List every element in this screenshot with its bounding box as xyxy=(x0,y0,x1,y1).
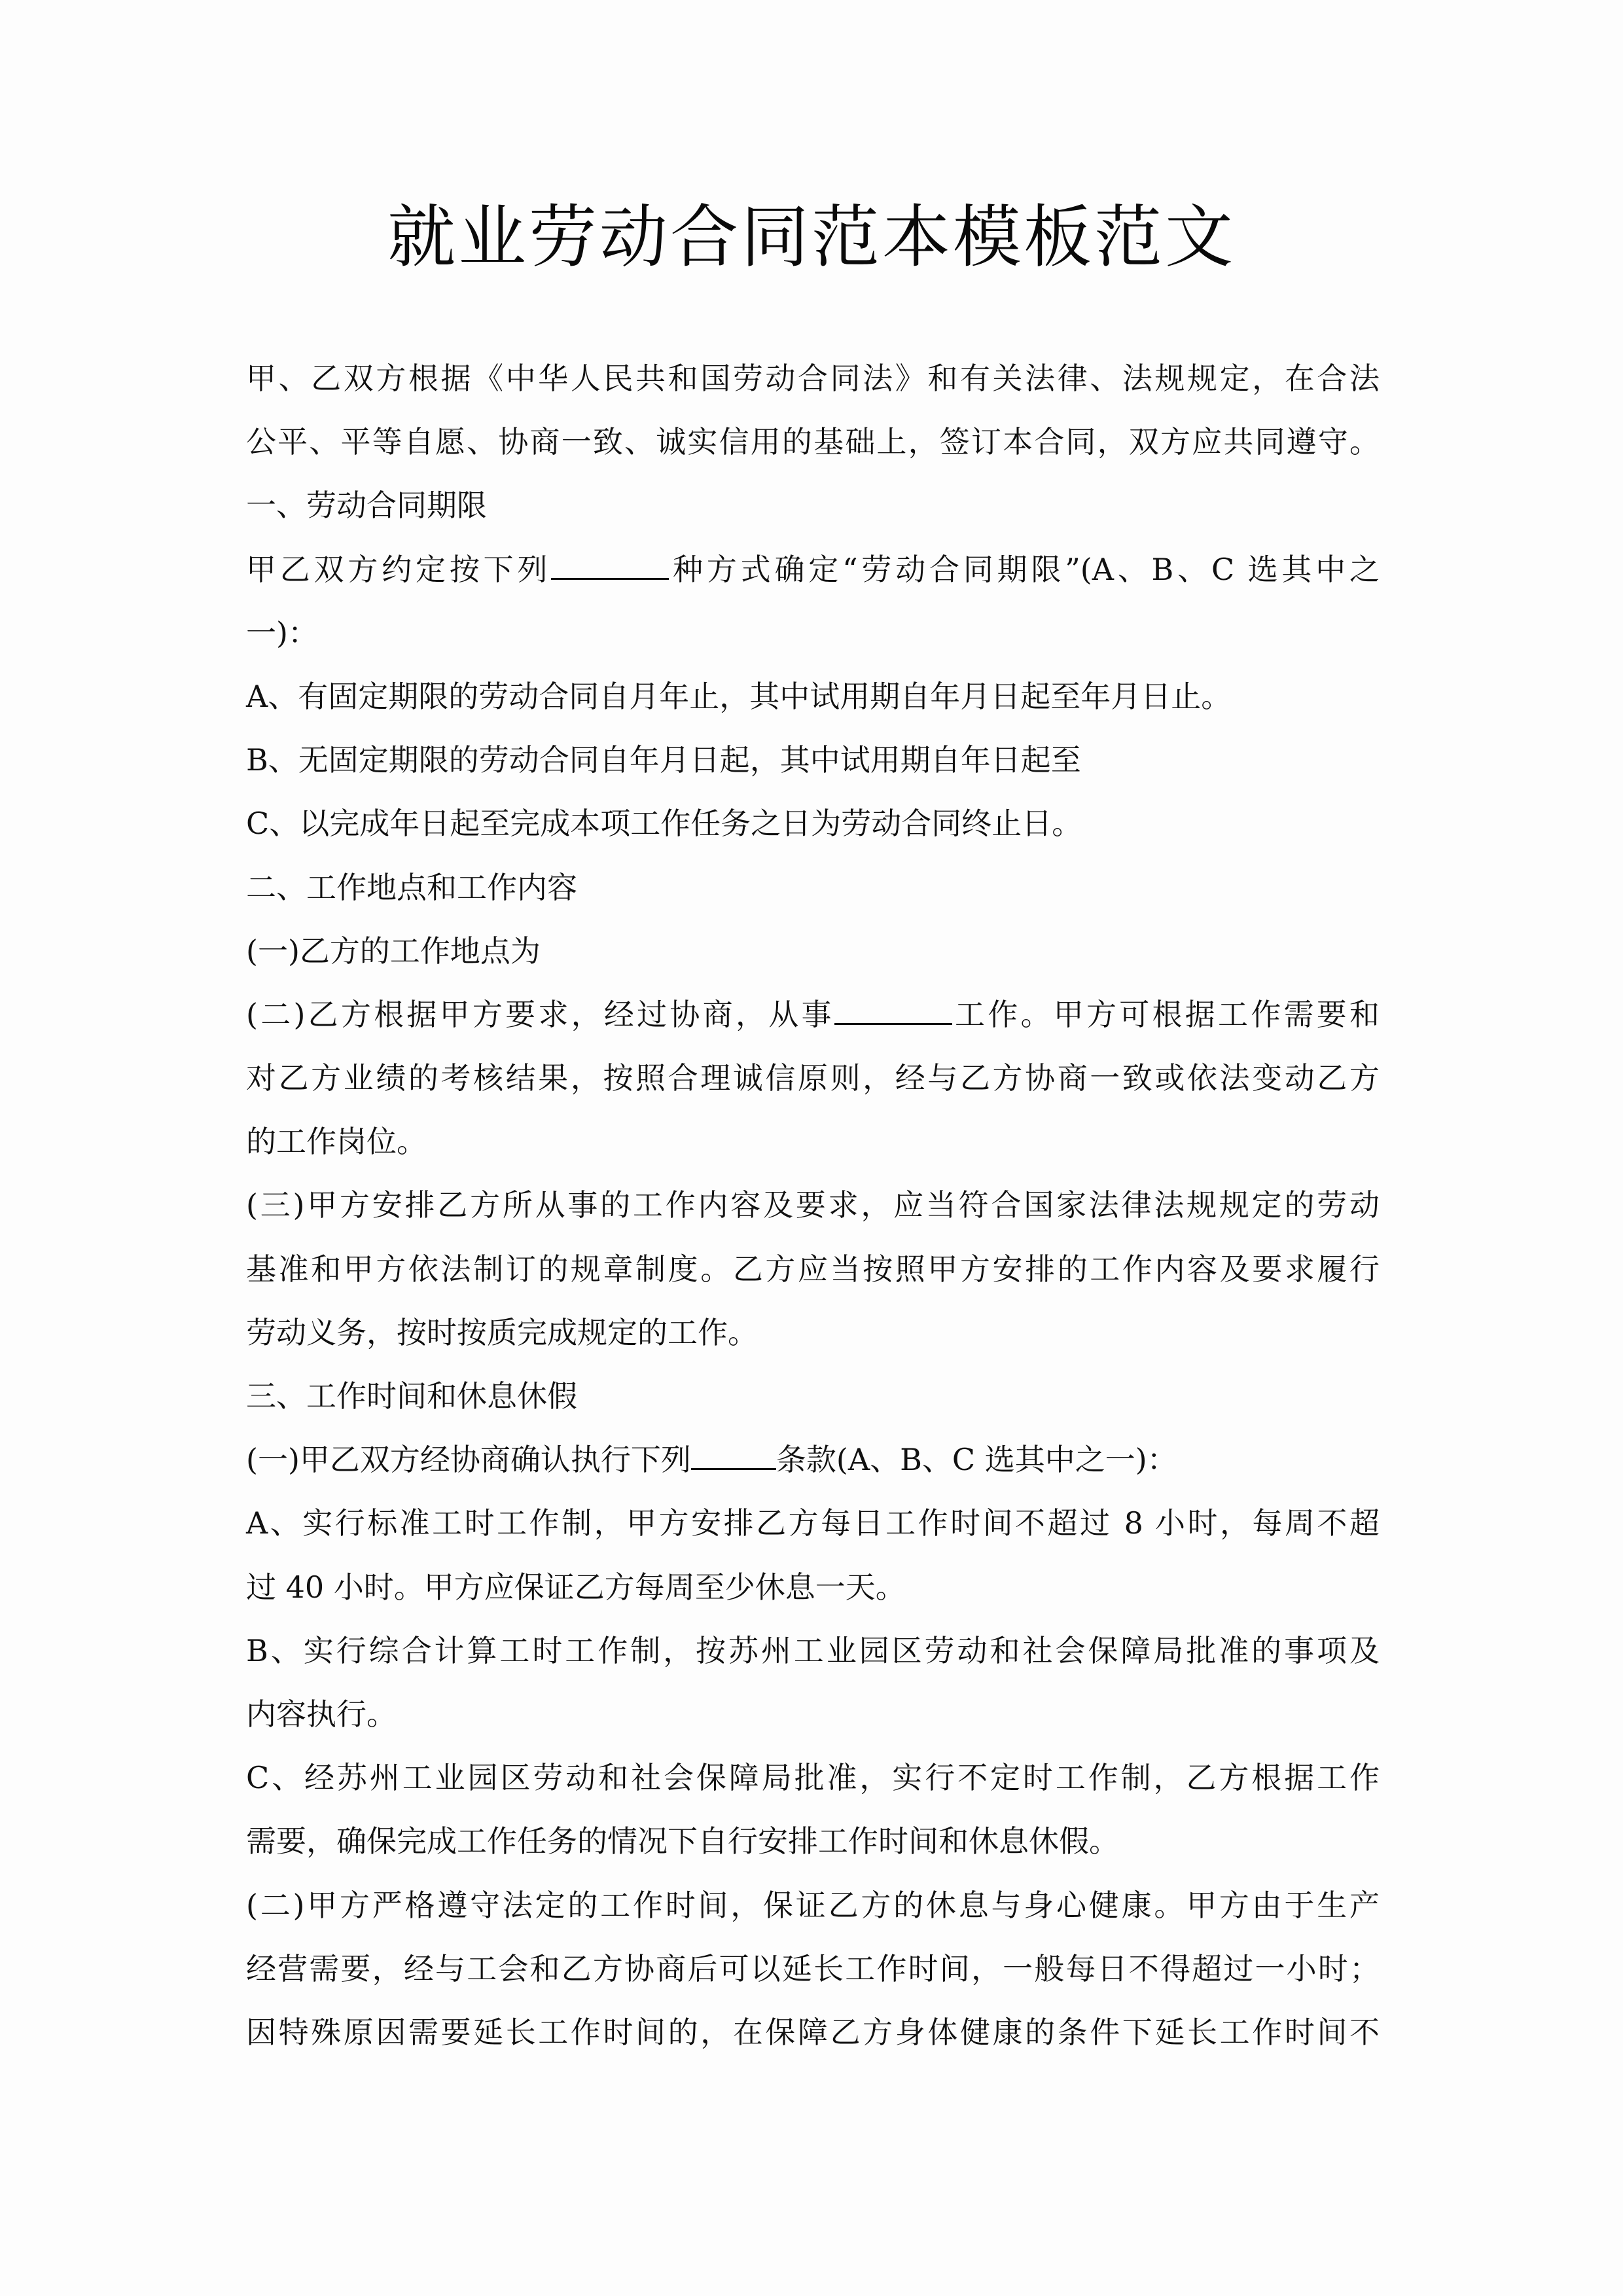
option-c-task-based: C、以完成年日起至完成本项工作任务之日为劳动合同终止日。 xyxy=(246,806,1082,842)
hours-option-b-line-2: 内容执行。 xyxy=(246,1696,397,1732)
contract-term-choice-blank[interactable] xyxy=(551,544,669,580)
hours-option-c-line-1: C、经苏州工业园区劳动和社会保障局批准，实行不定时工作制，乙方根据工作 xyxy=(246,1760,1380,1796)
clause-job-assignment-line-2: 对乙方业绩的考核结果，按照合理诚信原则，经与乙方协商一致或依法变动乙方 xyxy=(246,1060,1380,1096)
document-title: 就业劳动合同范本模板范文 xyxy=(387,197,1236,277)
clause-job-assignment-line-1 xyxy=(246,983,1380,1047)
hours-clause-blank[interactable] xyxy=(691,1434,776,1470)
hours-option-a-line-2: 过 40 小时。甲方应保证乙方每周至少休息一天。 xyxy=(246,1569,906,1605)
clause-work-location: (一)乙方的工作地点为 xyxy=(246,933,541,969)
contract-term-choice-line xyxy=(246,538,1380,601)
option-b-open-term: B、无固定期限的劳动合同自年月日起，其中试用期自年日起至 xyxy=(246,742,1081,778)
job-title-blank[interactable] xyxy=(834,989,952,1025)
document-body xyxy=(246,347,1380,2064)
clause-hours-choice-line xyxy=(246,1428,1380,1492)
clause-job-assignment-line-3: 的工作岗位。 xyxy=(246,1124,427,1160)
contract-term-choice-line-2: 一)： xyxy=(246,615,318,651)
contract-term-choice-pre: 甲乙双方约定按下列 xyxy=(246,551,552,587)
contract-term-choice-post: 种方式确定“劳动合同期限”(A、B、C 选其中之 xyxy=(669,551,1380,587)
clause-overtime-line-1: (二)甲方严格遵守法定的工作时间，保证乙方的休息与身心健康。甲方由于生产 xyxy=(246,1887,1380,1923)
clause-overtime-line-3: 因特殊原因需要延长工作时间的，在保障乙方身体健康的条件下延长工作时间不 xyxy=(246,2014,1380,2050)
clause-hours-choice-pre: (一)甲乙双方经协商确认执行下列 xyxy=(246,1442,691,1478)
paragraph-intro-line-2: 公平、平等自愿、协商一致、诚实信用的基础上，签订本合同，双方应共同遵守。 xyxy=(246,424,1380,460)
clause-work-content-line-1: (三)甲方安排乙方所从事的工作内容及要求，应当符合国家法律法规规定的劳动 xyxy=(246,1187,1380,1223)
clause-job-assignment-post: 工作。甲方可根据工作需要和 xyxy=(952,996,1380,1032)
option-a-fixed-term: A、有固定期限的劳动合同自月年止，其中试用期自年月日起至年月日止。 xyxy=(246,678,1232,714)
section-heading-working-hours: 三、工作时间和休息休假 xyxy=(246,1378,577,1414)
clause-job-assignment-pre: (二)乙方根据甲方要求，经过协商，从事 xyxy=(246,996,834,1032)
paragraph-intro-line-1: 甲、乙双方根据《中华人民共和国劳动合同法》和有关法律、法规规定，在合法 xyxy=(246,361,1380,396)
hours-option-c-line-2: 需要，确保完成工作任务的情况下自行安排工作时间和休息休假。 xyxy=(246,1823,1119,1859)
clause-work-content-line-2: 基准和甲方依法制订的规章制度。乙方应当按照甲方安排的工作内容及要求履行 xyxy=(246,1251,1380,1287)
section-heading-contract-term: 一、劳动合同期限 xyxy=(246,488,487,524)
hours-option-b-line-1: B、实行综合计算工时工作制，按苏州工业园区劳动和社会保障局批准的事项及 xyxy=(246,1632,1380,1668)
hours-option-a-line-1: A、实行标准工时工作制，甲方安排乙方每日工作时间不超过 8 小时，每周不超 xyxy=(246,1505,1380,1541)
clause-hours-choice-post: 条款(A、B、C 选其中之一)： xyxy=(776,1442,1177,1478)
section-heading-work-location: 二、工作地点和工作内容 xyxy=(246,869,577,905)
clause-work-content-line-3: 劳动义务，按时按质完成规定的工作。 xyxy=(246,1314,758,1350)
clause-overtime-line-2: 经营需要，经与工会和乙方协商后可以延长工作时间，一般每日不得超过一小时； xyxy=(246,1950,1380,1986)
